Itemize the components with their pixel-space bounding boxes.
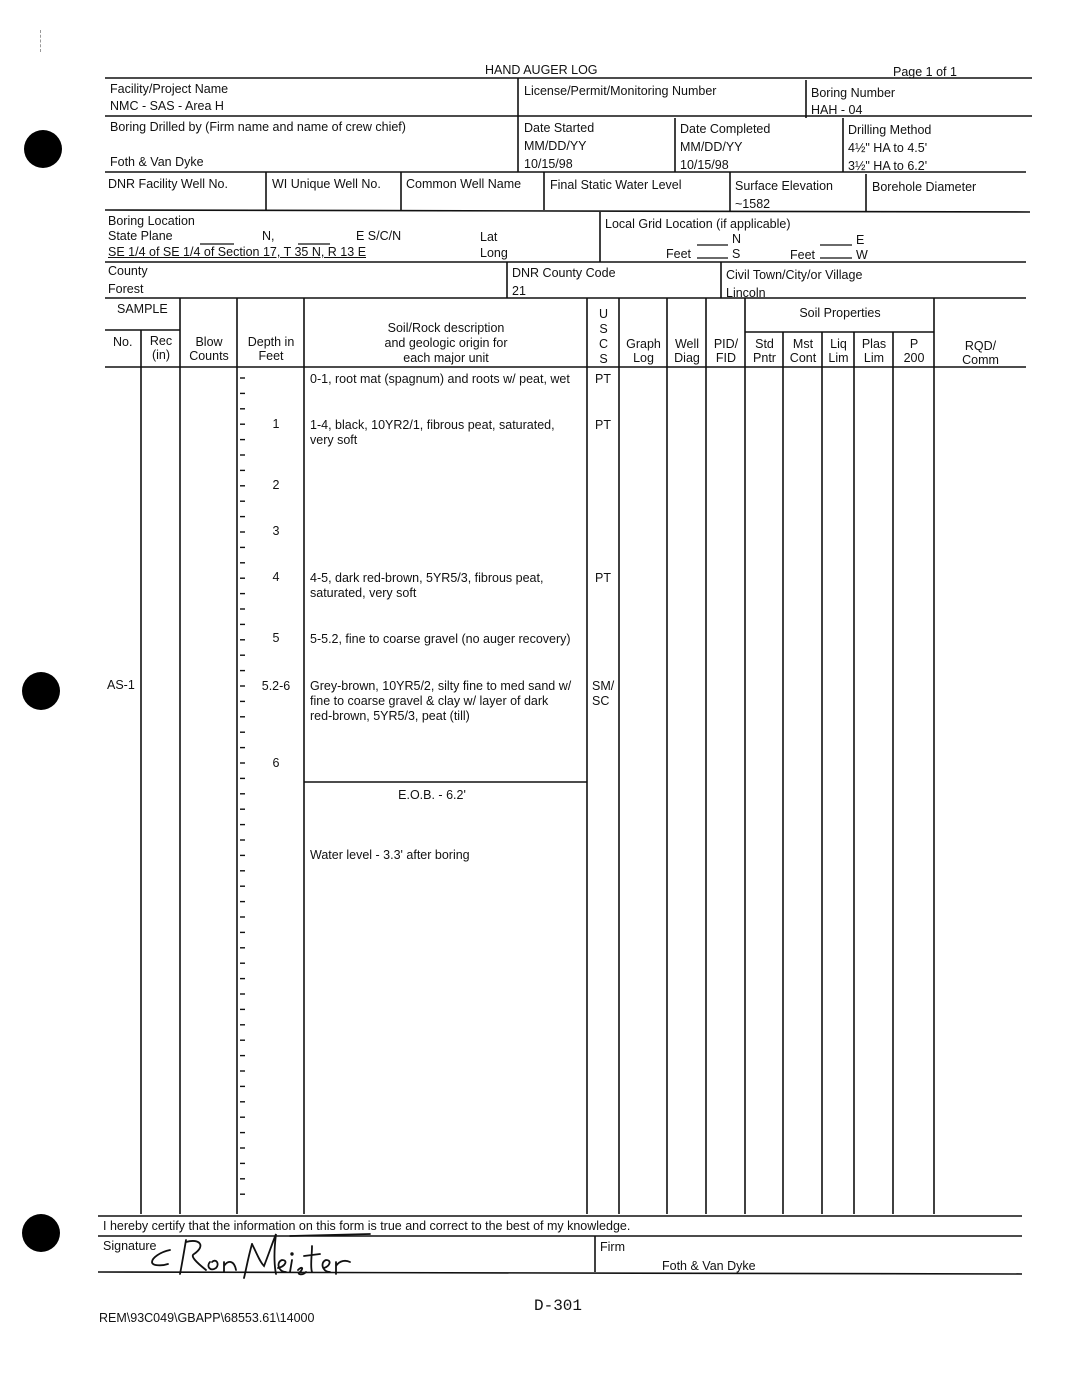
- certification-statement: I hereby certify that the information on this form is true and correct to the best of my knowledge.: [103, 1219, 631, 1233]
- col-p200-line1: P: [909, 337, 919, 351]
- depth-label: 5.2-6: [261, 679, 291, 693]
- col-graph-line2: Log: [633, 351, 654, 365]
- grid-s: S: [732, 247, 741, 261]
- col-uscs-u: U: [598, 307, 609, 321]
- unit-uscs: PT: [595, 372, 611, 386]
- col-depth-line1: Depth in: [247, 335, 295, 349]
- col-blow-line2: Counts: [189, 349, 229, 363]
- col-rqd: [935, 339, 1026, 367]
- file-path: REM\93C049\GBAPP\68553.61\14000: [99, 1311, 315, 1325]
- license-label: License/Permit/Monitoring Number: [524, 84, 717, 98]
- firm-label: Firm: [600, 1240, 625, 1254]
- civil-town-value: Lincoln: [726, 286, 766, 300]
- facility-label: Facility/Project Name: [110, 82, 229, 96]
- common-well-label: Common Well Name: [406, 177, 522, 191]
- depth-label: 2: [272, 478, 280, 492]
- depth-label: 4: [272, 570, 280, 584]
- depth-label: 3: [272, 524, 280, 538]
- facility-value: NMC - SAS - Area H: [110, 99, 224, 113]
- col-plas: [855, 337, 893, 365]
- dnr-well-label: DNR Facility Well No.: [108, 177, 228, 191]
- long-label: Long: [480, 246, 508, 260]
- boring-location-label: Boring Location: [108, 214, 195, 228]
- col-description: [305, 321, 587, 366]
- county-value: Forest: [108, 282, 144, 296]
- depth-label: 1: [272, 417, 280, 431]
- date-started-label: Date Started: [524, 121, 595, 135]
- soil-properties-header: Soil Properties: [799, 306, 881, 320]
- col-mst-line2: Cont: [789, 351, 817, 365]
- boring-number-value: HAH - 04: [811, 103, 863, 117]
- col-uscs-c: C: [598, 337, 609, 351]
- sample-header: SAMPLE: [117, 302, 168, 316]
- civil-town-label: Civil Town/City/or Village: [726, 268, 863, 282]
- col-std-line2: Pntr: [753, 351, 776, 365]
- col-uscs-s: S: [599, 322, 608, 336]
- grid-w: W: [856, 248, 868, 262]
- col-desc-line2: and geologic origin for: [384, 336, 508, 350]
- col-no: No.: [113, 335, 133, 349]
- grid-n: N: [732, 232, 742, 246]
- date-completed-format: MM/DD/YY: [680, 140, 743, 154]
- dnr-county-label: DNR County Code: [512, 266, 616, 280]
- unit-uscs: SM/ SC: [592, 679, 615, 708]
- col-liq-line1: Liq: [830, 337, 847, 351]
- grid-e: E: [856, 233, 865, 247]
- col-blow-line1: Blow: [195, 335, 223, 349]
- state-plane-n: N,: [262, 229, 275, 243]
- firm-value: Foth & Van Dyke: [662, 1259, 756, 1273]
- col-well-line2: Diag: [674, 351, 700, 365]
- boring-number-label: Boring Number: [811, 86, 896, 100]
- col-mst-line1: Mst: [792, 337, 814, 351]
- col-depth-line2: Feet: [258, 349, 284, 363]
- grid-feet-1: Feet: [666, 247, 692, 261]
- col-pid: [707, 337, 745, 365]
- date-completed-label: Date Completed: [680, 122, 771, 136]
- unit-description: 5-5.2, fine to coarse gravel (no auger recovery): [310, 632, 571, 646]
- col-p200: [894, 337, 934, 365]
- scan-mark: [40, 30, 42, 52]
- col-rqd-line2: Comm: [962, 353, 999, 367]
- water-level-note: Water level - 3.3' after boring: [310, 848, 470, 862]
- col-desc-line3: each major unit: [403, 351, 489, 365]
- lat-label: Lat: [480, 230, 498, 244]
- drilled-by-value: Foth & Van Dyke: [110, 155, 204, 169]
- signature-label: Signature: [103, 1239, 157, 1253]
- page-number: Page 1 of 1: [893, 65, 957, 79]
- end-of-boring: E.O.B. - 6.2': [398, 788, 466, 802]
- unit-uscs: PT: [595, 418, 611, 432]
- drilling-method-line2: 3½" HA to 6.2': [848, 159, 928, 173]
- state-plane-e: E S/C/N: [356, 229, 402, 243]
- unit-description: Grey-brown, 10YR5/2, silty fine to med sand w/ fine to coarse gravel & clay w/ layer of dark red-brown, 5YR5/3, peat (till): [310, 679, 572, 723]
- unit-description: 4-5, dark red-brown, 5YR5/3, fibrous peat, saturated, very soft: [310, 571, 544, 600]
- col-uscs-s2: S: [599, 352, 608, 366]
- col-liq-line2: Lim: [828, 351, 849, 365]
- col-std: [746, 337, 783, 365]
- col-graph: [620, 337, 667, 365]
- col-rec-line1: Rec: [149, 334, 173, 348]
- depth-label: 5: [272, 631, 280, 645]
- grid-feet-2: Feet: [790, 248, 816, 262]
- date-started-format: MM/DD/YY: [524, 139, 587, 153]
- col-rqd-line1: RQD/: [964, 339, 997, 353]
- unit-description: 0-1, root mat (spagnum) and roots w/ peat, wet: [310, 372, 570, 386]
- col-pid-line2: FID: [715, 351, 737, 365]
- state-plane-label: State Plane: [108, 229, 173, 243]
- col-rec: [142, 334, 180, 362]
- col-plas-line1: Plas: [861, 337, 887, 351]
- col-well-line1: Well: [674, 337, 700, 351]
- surface-elev-label: Surface Elevation: [735, 179, 833, 193]
- dnr-county-value: 21: [512, 284, 526, 298]
- local-grid-label: Local Grid Location (if applicable): [605, 217, 791, 231]
- col-blow: [181, 335, 237, 363]
- static-water-label: Final Static Water Level: [550, 178, 682, 192]
- col-rec-line2: (in): [151, 348, 171, 362]
- col-well: [668, 337, 706, 365]
- drilling-method-line1: 4½" HA to 4.5': [848, 141, 928, 155]
- surface-elev-value: ~1582: [735, 197, 771, 211]
- col-desc-line1: Soil/Rock description: [387, 321, 505, 335]
- unit-description: 1-4, black, 10YR2/1, fibrous peat, saturated, very soft: [310, 418, 555, 447]
- handwritten-signature: [140, 1222, 390, 1282]
- date-completed-value: 10/15/98: [680, 158, 729, 172]
- drilling-method-label: Drilling Method: [848, 123, 932, 137]
- sample-number: AS-1: [107, 678, 135, 692]
- form-title: HAND AUGER LOG: [485, 63, 598, 77]
- page-code: D-301: [534, 1297, 583, 1315]
- col-mst: [784, 337, 822, 365]
- col-liq: [823, 337, 854, 365]
- date-started-value: 10/15/98: [524, 157, 573, 171]
- col-graph-line1: Graph: [626, 337, 661, 351]
- section-text: SE 1/4 of SE 1/4 of Section 17, T 35 N, R 13 E: [108, 245, 367, 259]
- wi-unique-label: WI Unique Well No.: [272, 177, 381, 191]
- col-depth: [238, 335, 304, 363]
- unit-uscs: PT: [595, 571, 611, 585]
- col-plas-line2: Lim: [863, 351, 885, 365]
- col-pid-line1: PID/: [713, 337, 739, 351]
- depth-label: 6: [272, 756, 280, 770]
- borehole-diam-label: Borehole Diameter: [872, 180, 977, 194]
- col-std-line1: Std: [755, 337, 774, 351]
- county-label: County: [108, 264, 148, 278]
- drilled-by-label: Boring Drilled by (Firm name and name of crew chief): [110, 120, 406, 134]
- col-uscs: [588, 307, 619, 367]
- col-p200-line2: 200: [903, 351, 925, 365]
